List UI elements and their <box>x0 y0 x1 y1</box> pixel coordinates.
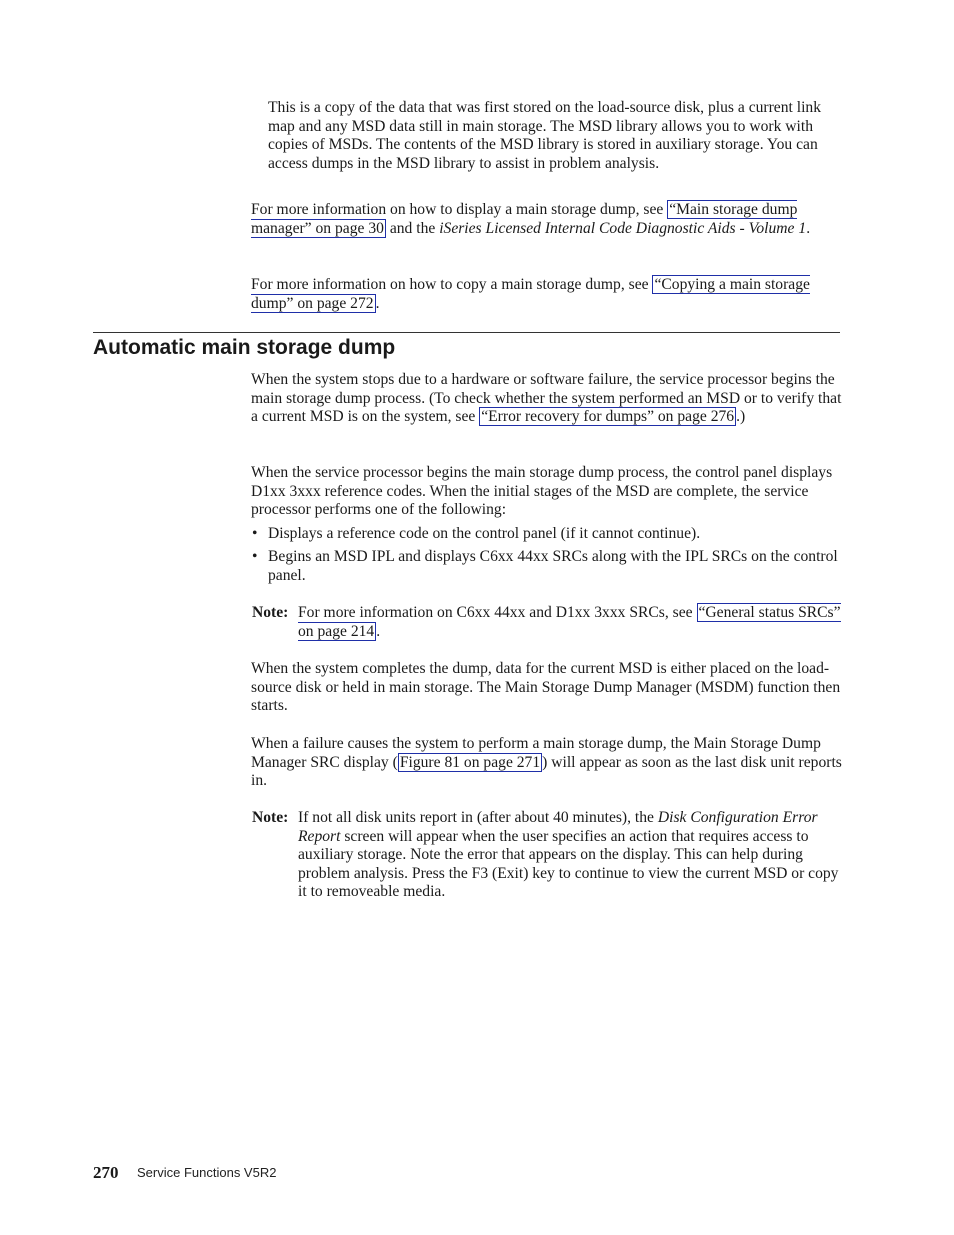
section-paragraph-1: When the system stops due to a hardware or software failure, the service processor begins the main storage dump process. (To check whether the system performed an MSD or to verify that a current MSD is on the system, see “Error recovery for dumps” on page 276 .) <box>251 371 842 426</box>
book-title: Service Functions V5R2 <box>137 1165 277 1180</box>
display-dump-reference: For more information on how to display a main storage dump, see “Main storage dump manager” on page 30 and the iSeries Licensed Internal Code Diagnostic Aids - Volume 1. <box>251 201 811 237</box>
list-item: Begins an MSD IPL and displays C6xx 44xx SRCs along with the IPL SRCs on the control panel. <box>268 548 838 584</box>
general-status-srcs-link[interactable]: “General status SRCs” on page 214 <box>298 604 841 640</box>
disk-configuration-error-report-title: Disk Configuration Error Report <box>298 809 818 845</box>
section-paragraph-3: When the system completes the dump, data for the current MSD is either placed on the load-source disk or held in main storage. The Main Storage Dump Manager (MSDM) function then starts. <box>251 660 841 715</box>
page-number: 270 <box>93 1163 119 1182</box>
note-body: If not all disk units report in (after about 40 minutes), the Disk Configuration Error Report screen will appear when the user specifies an action that requires access to auxiliary storage. Note the error that appears on the display. This can help during problem analysis. Press the F3 (Exit) key to continue to view the current MSD or copy it to removeable media. <box>298 809 839 901</box>
copy-dump-reference: For more information on how to copy a main storage dump, see “Copying a main storage dump” on page 272 . <box>251 276 810 312</box>
copying-main-storage-dump-link[interactable]: “Copying a main storage dump” on page 272 <box>251 276 810 312</box>
intro-paragraph: This is a copy of the data that was first stored on the load-source disk, plus a current link map and any MSD data still in main storage. The MSD library allows you to work with copies of MSDs. The contents of the MSD library is stored in auxiliary storage. You can access dumps in the MSD library to assist in problem analysis. <box>268 99 822 172</box>
note-body: For more information on C6xx 44xx and D1xx 3xxx SRCs, see “General status SRCs” on page 214 . <box>298 604 841 640</box>
main-storage-dump-manager-link[interactable]: “Main storage dump manager” on page 30 <box>251 201 798 237</box>
section-heading: Automatic main storage dump <box>93 336 396 359</box>
note-label: Note: <box>252 604 289 621</box>
bullet-marker: • <box>252 525 258 542</box>
section-paragraph-4: When a failure causes the system to perform a main storage dump, the Main Storage Dump Manager SRC display ( Figure 81 on page 271 ) will appear as soon as the last disk unit reports in. <box>251 735 842 790</box>
error-recovery-link[interactable]: “Error recovery for dumps” on page 276 <box>481 408 735 426</box>
figure-81-link[interactable]: Figure 81 on page 271 <box>399 753 541 771</box>
section-paragraph-2: When the service processor begins the main storage dump process, the control panel displays D1xx 3xxx reference codes. When the initial stages of the MSD are complete, the service processor performs one of the following: <box>251 464 833 519</box>
list-item: Displays a reference code on the control panel (if it cannot continue). <box>268 525 701 542</box>
note-label: Note: <box>252 809 289 826</box>
diagnostic-aids-title: iSeries Licensed Internal Code Diagnostic Aids - Volume 1 <box>439 219 807 237</box>
bullet-marker: • <box>252 548 258 565</box>
section-divider <box>93 332 840 333</box>
